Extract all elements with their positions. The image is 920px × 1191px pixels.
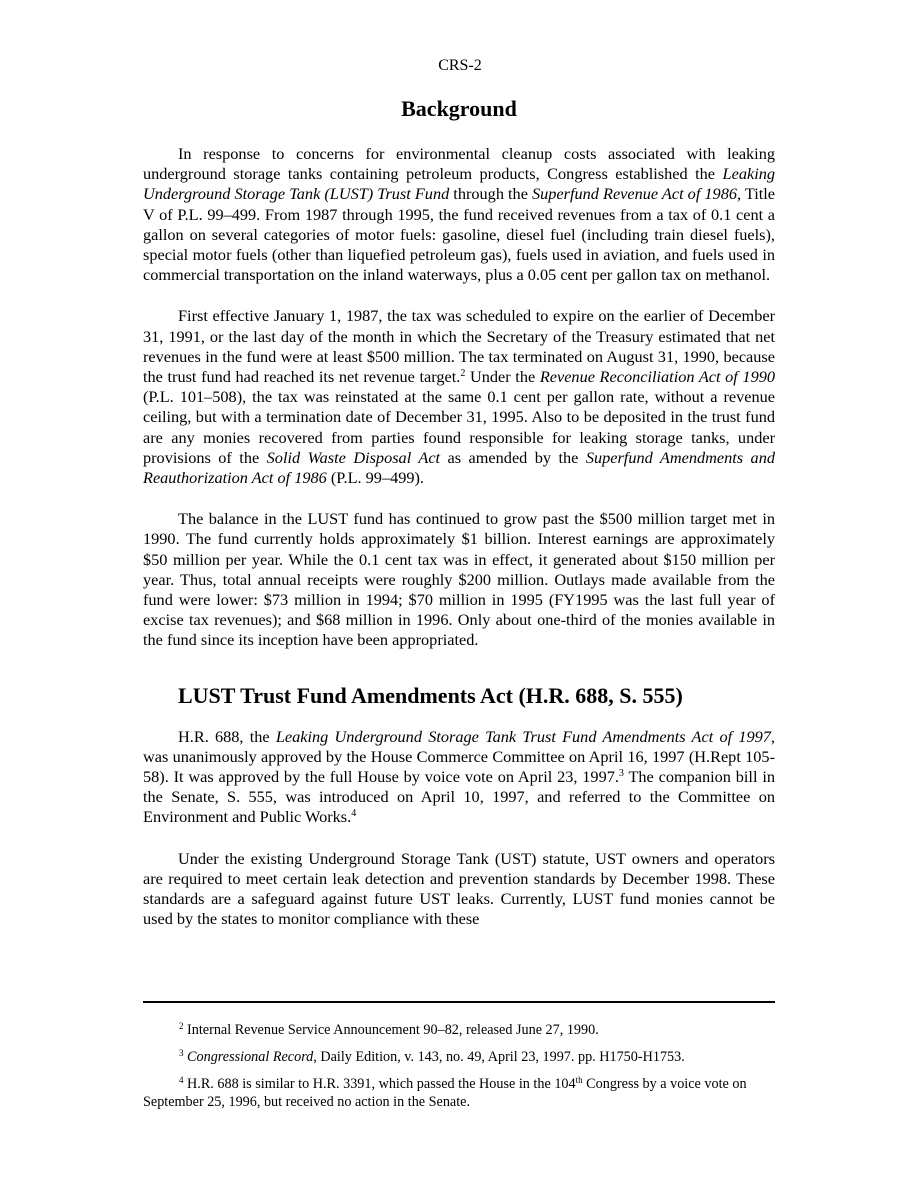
lust-trust-fund-title: Leaking Underground Storage Tank (LUST) Trust Fund [143, 164, 775, 204]
solid-waste-disposal-act-title: Solid Waste Disposal Act [266, 447, 441, 467]
footnote-3: $^3$ Congressional Record, Daily Edition, v. 143, no. 49, April 23, 1997. pp. H1750-H1753. [179, 1048, 685, 1065]
footnote-2: $^2$ Internal Revenue Service Announcement 90–82, released June 27, 1990. [179, 1021, 599, 1038]
revenue-reconciliation-act-title: Revenue Reconciliation Act of 1990 [539, 367, 775, 387]
background-paragraph-2: First effective January 1, 1987, the tax was scheduled to expire on the earlier of December 31, 1991, or the last day of the month in which the Secretary of the Treasury estimated that net revenues in the fund were at least $500 million. The tax terminated on August 31, 1990, because the trust fund had reached its net revenue target.$^2$ Under the Revenue Reconciliation Act of 1990 (P.L. 101–508), the tax was reinstated at the same 0.1 cent per gallon rate, without a revenue ceiling, but with a termination date of December 31, 1995. Also to be deposited in the trust fund are any monies recovered from parties found responsible for leaking storage tanks, under provisions of the Solid Waste Disposal Act as amended by the Superfund Amendments and Reauthorization Act of 1986 (P.L. 99–499). [143, 306, 775, 488]
footnotes [143, 1021, 775, 1111]
amendments-heading: LUST Trust Fund Amendments Act (H.R. 688, S. 555) [178, 682, 683, 708]
footnote-ref-4: 4 [351, 808, 357, 820]
document-body [143, 95, 775, 930]
amendments-paragraph-2: Under the existing Underground Storage Tank (UST) statute, UST owners and operators are required to meet certain leak detection and prevention standards by December 1998. These standards are a safeguard against future UST leaks. Currently, LUST fund monies cannot be used by the states to monitor compliance with these [143, 848, 775, 929]
lust-amendments-act-title: Leaking Underground Storage Tank Trust Fund Amendments Act of 1997 [275, 726, 771, 746]
footnote-4: $^4$ H.R. 688 is similar to H.R. 3391, which passed the House in the 104th Congress by a voice vote on September 25, 1996, but received no action in the Senate. [143, 1075, 747, 1110]
background-paragraph-1: In response to concerns for environmental cleanup costs associated with leaking underground storage tanks containing petroleum products, Congress established the Leaking Underground Storage Tank (LUST) Trust Fund through the Superfund Revenue Act of 1986, Title V of P.L. 99–499. From 1987 through 1995, the fund received revenues from a tax of 0.1 cent a gallon on several categories of motor fuels: gasoline, diesel fuel (including train diesel fuels), special motor fuels (other than liquefied petroleum gas), fuels used in aviation, and fuels used in commercial transportation on the inland waterways, plus a 0.05 cent per gallon tax on methanol. [143, 144, 776, 285]
footnote-ref-2: 2 [460, 368, 466, 380]
footnote-divider [143, 1001, 775, 1003]
page-label: CRS-2 [438, 57, 482, 74]
footnote-ref-3: 3 [618, 768, 624, 780]
amendments-paragraph-1: H.R. 688, the Leaking Underground Storage Tank Trust Fund Amendments Act of 1997, was unanimously approved by the House Commerce Committee on April 16, 1997 (H.Rept 105-58). It was approved by the full House by voice vote on April 23, 1997.$^3$ The companion bill in the Senate, S. 555, was introduced on April 10, 1997, and referred to the Committee on Environment and Public Works.$^4$ [143, 726, 775, 827]
background-paragraph-3: The balance in the LUST fund has continued to grow past the $500 million target met in 1990. The fund currently holds approximately $1 billion. Interest earnings are approximately $50 million per year. While the 0.1 cent tax was in effect, it generated about $150 million per year. Thus, total annual receipts were roughly $200 million. Outlays made available from the fund were lower: $73 million in 1994; $70 million in 1995 (FY1995 was the last full year of excise tax revenues); and $68 million in 1996. Only about one-third of the monies available in the fund since its inception have been appropriated. [143, 509, 775, 650]
superfund-revenue-act-title: Superfund Revenue Act of 1986 [532, 184, 737, 204]
superfund-amendments-act-title: Superfund Amendments and Reauthorization Act of 1986 [143, 447, 775, 488]
background-heading: Background [401, 96, 517, 121]
